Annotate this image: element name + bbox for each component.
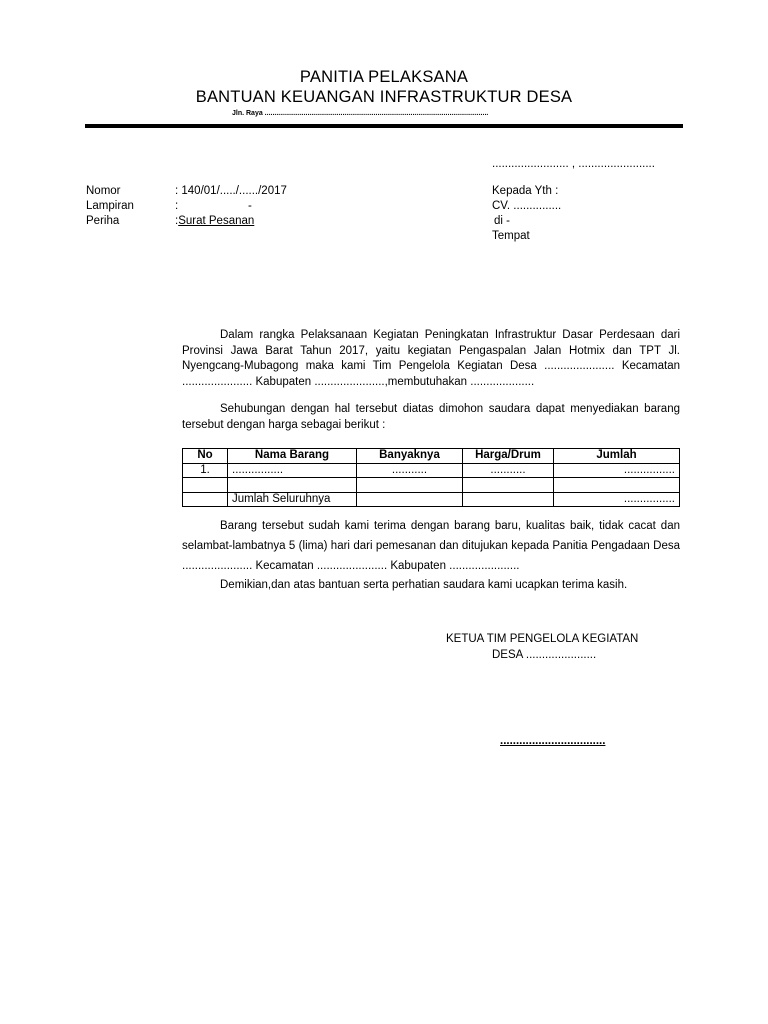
lampiran-label: Lampiran — [86, 200, 134, 212]
total-label: Jumlah Seluruhnya — [228, 492, 357, 507]
cell-nama-barang: ................ — [228, 463, 357, 478]
place-date: ........................ , ........................ — [492, 158, 655, 170]
perihal-colon: : — [175, 215, 179, 227]
body-paragraph-1: Dalam rangka Pelaksanaan Kegiatan Peningkatan Infrastruktur Dasar Perdesaan dari Provinsi Jawa Barat Tahun 2017, yaitu kegiatan Pengaspalan Jalan Hotmix dan TPT Jl. Nyengcang-Mubagong maka kami Tim Pengelola Kegiatan Desa ...................... Kecamatan ...................... Kabupaten ......................,membutuhakan .................... — [182, 329, 680, 388]
lampiran-colon: : — [175, 200, 179, 212]
signature-name: ................................. — [500, 735, 606, 747]
table-row — [183, 463, 680, 478]
lampiran-value: - — [248, 200, 252, 212]
recipient-location: Tempat — [492, 230, 530, 242]
recipient-company: CV. ............... — [492, 200, 562, 212]
table-header-row — [183, 449, 680, 464]
closing-paragraph: Demikian,dan atas bantuan serta perhatian saudara kami ucapkan terima kasih. — [220, 579, 628, 591]
table-total-row — [183, 492, 680, 507]
org-title: PANITIA PELAKSANA — [299, 68, 469, 86]
recipient-location-prefix: di - — [494, 215, 510, 227]
nomor-value: : 140/01/...../....../2017 — [175, 185, 287, 197]
signature-village: DESA ...................... — [492, 649, 597, 661]
org-subtitle: BANTUAN KEUANGAN INFRASTRUKTUR DESA — [195, 88, 573, 106]
perihal-text: Surat Pesanan — [178, 215, 255, 227]
perihal-value — [175, 215, 254, 227]
col-header-nama-barang: Nama Barang — [228, 449, 357, 464]
col-header-no: No — [183, 449, 228, 464]
cell-no: 1. — [183, 463, 228, 478]
cell-banyaknya: ........... — [357, 463, 463, 478]
signature-title: KETUA TIM PENGELOLA KEGIATAN — [446, 633, 639, 645]
col-header-jumlah: Jumlah — [554, 449, 680, 464]
cell-jumlah: ................ — [554, 463, 680, 478]
recipient-greeting: Kepada Yth : — [492, 185, 559, 197]
table-row-empty — [183, 478, 680, 493]
perihal-label: Periha — [86, 215, 120, 227]
cell-harga: ........... — [463, 463, 554, 478]
header-divider — [85, 124, 683, 128]
body-paragraph-3: Barang tersebut sudah kami terima dengan barang baru, kualitas baik, tidak cacat dan selambat-lambatnya 5 (lima) hari dari pemesanan dan ditujukan kepada Panitia Pengadaan Desa ...................... Kecamatan ...................... Kabupaten ...................... — [182, 520, 680, 572]
items-table — [182, 448, 680, 507]
org-address: Jln. Raya ................................................................................................................... — [232, 110, 489, 117]
col-header-banyaknya: Banyaknya — [357, 449, 463, 464]
nomor-label: Nomor — [86, 185, 121, 197]
col-header-harga: Harga/Drum — [463, 449, 554, 464]
body-paragraph-2: Sehubungan dengan hal tersebut diatas dimohon saudara dapat menyediakan barang tersebut dengan harga sebagai berikut : — [182, 403, 680, 431]
total-value: ................ — [554, 492, 680, 507]
